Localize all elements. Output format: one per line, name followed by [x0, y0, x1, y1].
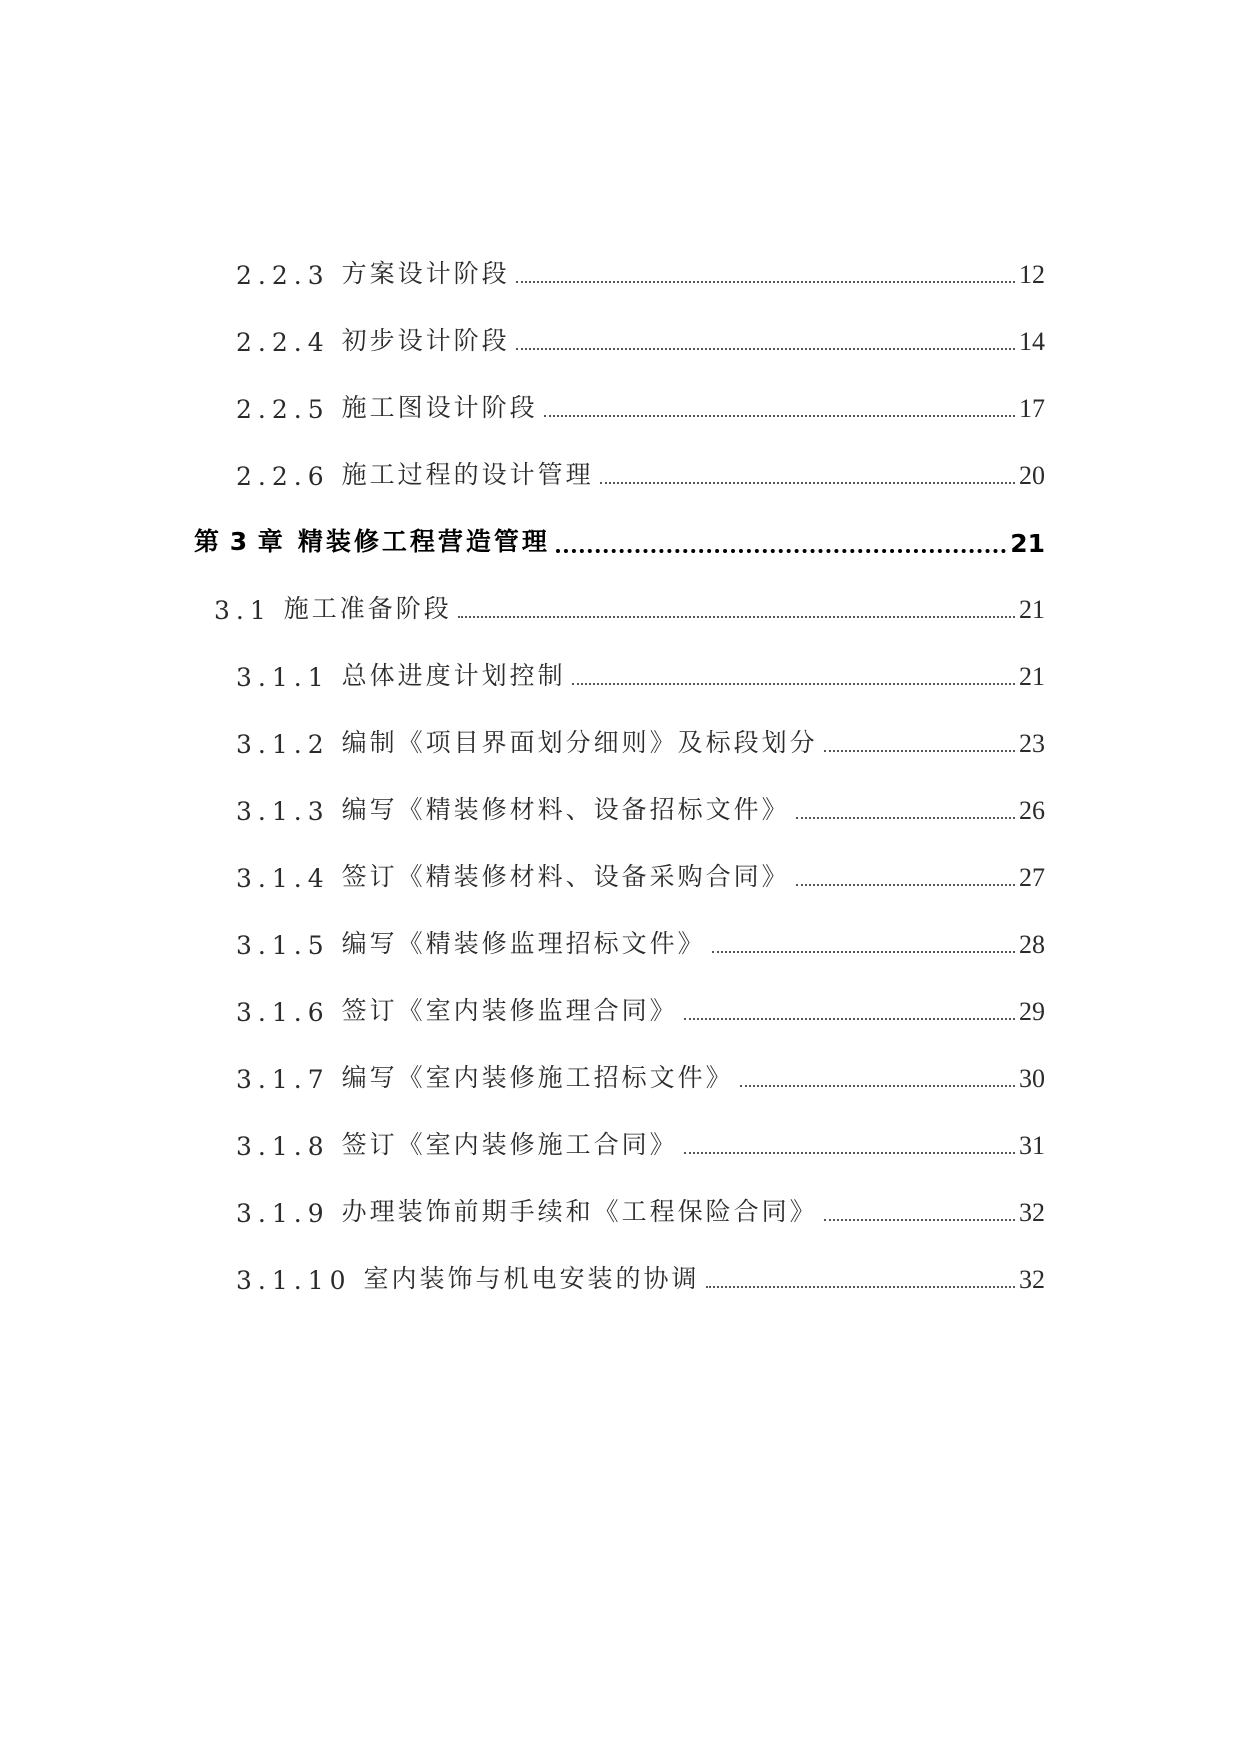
- toc-entry-title: 方案设计阶段: [341, 259, 510, 288]
- toc-chapter-title: 精装修工程营造管理: [297, 527, 550, 556]
- toc-dot-leader: [796, 884, 1015, 886]
- toc-entry-number: 3.1.4: [236, 864, 330, 893]
- toc-entry[interactable]: [236, 384, 1045, 424]
- toc-entry-number: 3.1.8: [236, 1132, 330, 1161]
- toc-dot-leader: [600, 482, 1015, 484]
- toc-entry-title: 编写《室内装修施工招标文件》: [341, 1063, 734, 1092]
- toc-entry[interactable]: [236, 853, 1045, 893]
- toc-dot-leader: [516, 281, 1015, 283]
- toc-entry-number: 3.1.9: [236, 1199, 330, 1228]
- toc-page-number: 28: [1019, 930, 1045, 959]
- toc-chapter-number: 第 3 章: [194, 527, 284, 556]
- toc-page-number: 12: [1019, 260, 1045, 289]
- toc-chapter-entry[interactable]: [194, 518, 1045, 558]
- toc-dot-leader: [544, 415, 1015, 417]
- toc-dot-leader: [740, 1085, 1015, 1087]
- toc-entry[interactable]: [236, 920, 1045, 960]
- toc-dot-leader: [684, 1018, 1015, 1020]
- toc-dot-leader: [556, 549, 1006, 553]
- toc-entry[interactable]: [236, 987, 1045, 1027]
- toc-page-number: 17: [1019, 394, 1045, 423]
- toc-page-number: 32: [1019, 1198, 1045, 1227]
- toc-page-number: 31: [1019, 1131, 1045, 1160]
- toc-entry[interactable]: [236, 1121, 1045, 1161]
- toc-entry-title: 编写《精装修材料、设备招标文件》: [341, 795, 790, 824]
- toc-entry-title: 办理装饰前期手续和《工程保险合同》: [341, 1197, 818, 1226]
- toc-entry-title: 总体进度计划控制: [341, 661, 566, 690]
- toc-dot-leader: [516, 348, 1015, 350]
- toc-dot-leader: [706, 1286, 1015, 1288]
- toc-entry-title: 施工图设计阶段: [341, 393, 538, 422]
- toc-dot-leader: [458, 616, 1015, 618]
- toc-entry-title: 编制《项目界面划分细则》及标段划分: [341, 728, 818, 757]
- toc-entry-number: 3.1.2: [236, 730, 330, 759]
- toc-entry[interactable]: [236, 250, 1045, 290]
- toc-page-number: 14: [1019, 327, 1045, 356]
- toc-entry[interactable]: [236, 451, 1045, 491]
- toc-page-number: 26: [1019, 796, 1045, 825]
- toc-entry-number: 3.1.10: [236, 1266, 352, 1295]
- toc-entry[interactable]: [236, 1188, 1045, 1228]
- toc-entry[interactable]: [236, 719, 1045, 759]
- toc-entry-title: 施工过程的设计管理: [341, 460, 594, 489]
- toc-entry[interactable]: [236, 786, 1045, 826]
- toc-entry-number: 2.2.5: [236, 395, 330, 424]
- toc-page-number: 20: [1019, 461, 1045, 490]
- toc-section-entry[interactable]: [214, 585, 1045, 625]
- toc-entry-title: 签订《室内装修施工合同》: [341, 1130, 678, 1159]
- toc-entry-title: 编写《精装修监理招标文件》: [341, 929, 706, 958]
- toc-entry[interactable]: [236, 1054, 1045, 1094]
- toc-dot-leader: [796, 817, 1015, 819]
- toc-dot-leader: [712, 951, 1015, 953]
- toc-entry[interactable]: [236, 652, 1045, 692]
- toc-page-number: 27: [1019, 863, 1045, 892]
- toc-entry-number: 3.1.7: [236, 1065, 330, 1094]
- toc-entry-title: 签订《精装修材料、设备采购合同》: [341, 862, 790, 891]
- toc-entry-number: 2.2.6: [236, 462, 330, 491]
- toc-page-number: 29: [1019, 997, 1045, 1026]
- toc-entry-number: 3.1.5: [236, 931, 330, 960]
- toc-entry-number: 3.1: [214, 596, 272, 625]
- toc-page-number: 23: [1019, 729, 1045, 758]
- toc-page-number: 30: [1019, 1064, 1045, 1093]
- toc-page-number: 21: [1010, 529, 1045, 558]
- toc-entry-title: 施工准备阶段: [283, 594, 452, 623]
- toc-page-number: 21: [1019, 662, 1045, 691]
- toc-entry-number: 3.1.1: [236, 663, 330, 692]
- toc-entry-number: 3.1.6: [236, 998, 330, 1027]
- toc-entry-title: 签订《室内装修监理合同》: [341, 996, 678, 1025]
- toc-page-number: 32: [1019, 1265, 1045, 1294]
- toc-entry-title: 初步设计阶段: [341, 326, 510, 355]
- toc-entry[interactable]: [236, 317, 1045, 357]
- toc-entry-title: 室内装饰与机电安装的协调: [363, 1264, 700, 1293]
- toc-page-number: 21: [1019, 595, 1045, 624]
- toc-dot-leader: [684, 1152, 1015, 1154]
- toc-dot-leader: [824, 750, 1015, 752]
- toc-dot-leader: [572, 683, 1015, 685]
- toc-entry-number: 2.2.3: [236, 261, 330, 290]
- toc-dot-leader: [824, 1219, 1015, 1221]
- toc-entry-number: 3.1.3: [236, 797, 330, 826]
- toc-entry[interactable]: [236, 1255, 1045, 1295]
- toc-entry-number: 2.2.4: [236, 328, 330, 357]
